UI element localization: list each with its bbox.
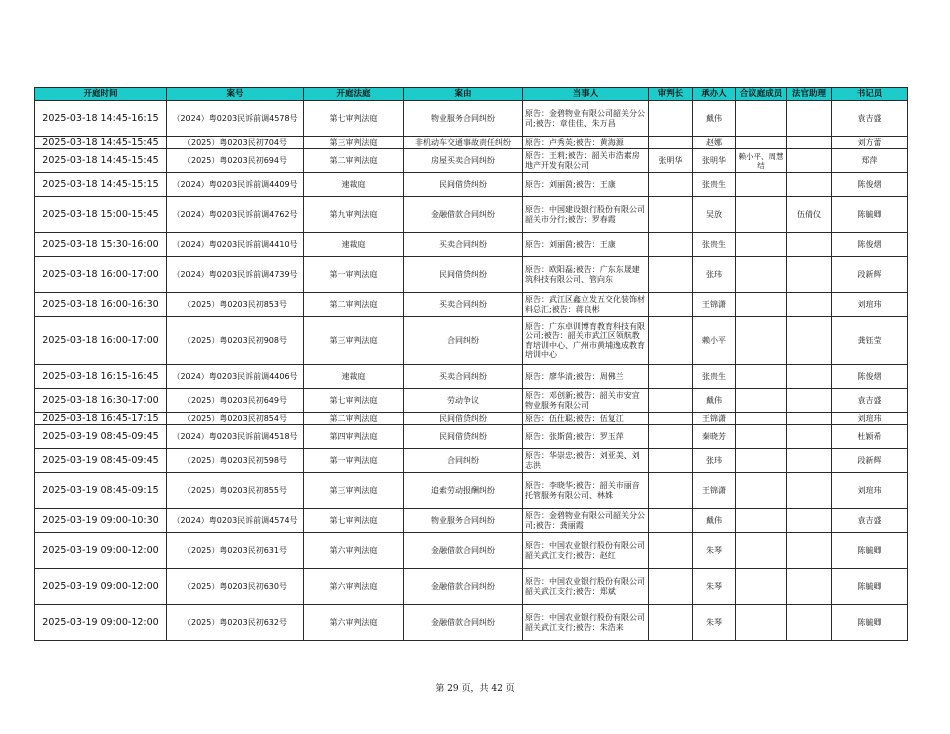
cell-clerk: 陈毓卿 — [832, 605, 908, 641]
cell-hearing-time: 2025-03-18 16:00-17:00 — [35, 257, 167, 293]
table-row — [35, 317, 908, 365]
cell-courtroom: 第三审判法庭 — [304, 317, 404, 365]
cell-cause: 金融借款合同纠纷 — [404, 605, 523, 641]
cell-parties: 原告：中国农业银行股份有限公司韶关武江支行;被告：赵红 — [523, 533, 649, 569]
page-number: 第 29 页，共 42 页 — [435, 684, 515, 694]
cell-case-number: （2024）粤0203民诉前调4410号 — [167, 233, 304, 257]
cell-parties: 原告：王莉;被告：韶关市浩素房地产开发有限公司 — [523, 149, 649, 173]
cell-hearing-time: 2025-03-18 16:15-16:45 — [35, 365, 167, 389]
cell-courtroom: 第七审判法庭 — [304, 509, 404, 533]
cell-hearing-time: 2025-03-18 14:45-15:45 — [35, 149, 167, 173]
cell-courtroom: 第一审判法庭 — [304, 449, 404, 473]
header-handler: 承办人 — [693, 88, 736, 101]
cell-judge-assistant — [787, 293, 832, 317]
cell-hearing-time: 2025-03-19 09:00-12:00 — [35, 533, 167, 569]
cell-clerk: 段新辉 — [832, 449, 908, 473]
cell-parties: 原告：华崇忠;被告：刘亚美、刘志洪 — [523, 449, 649, 473]
cell-presiding-judge: 张明华 — [649, 149, 693, 173]
cell-hearing-time: 2025-03-19 09:00-12:00 — [35, 569, 167, 605]
cell-cause: 民间借贷纠纷 — [404, 173, 523, 197]
cell-courtroom: 第七审判法庭 — [304, 101, 404, 137]
header-parties: 当事人 — [523, 88, 649, 101]
cell-hearing-time: 2025-03-18 14:45-15:15 — [35, 173, 167, 197]
cell-courtroom: 第二审判法庭 — [304, 293, 404, 317]
cell-hearing-time: 2025-03-19 08:45-09:45 — [35, 449, 167, 473]
cell-cause: 民间借贷纠纷 — [404, 257, 523, 293]
cell-hearing-time: 2025-03-18 14:45-15:45 — [35, 137, 167, 149]
cell-parties: 原告：中国农业银行股份有限公司韶关武江支行;被告：郑斌 — [523, 569, 649, 605]
cell-panel-members — [736, 365, 787, 389]
cell-cause: 合同纠纷 — [404, 317, 523, 365]
cell-panel-members — [736, 293, 787, 317]
cell-clerk: 袁吉盛 — [832, 509, 908, 533]
cell-cause: 民间借贷纠纷 — [404, 413, 523, 425]
cell-hearing-time: 2025-03-18 16:00-16:30 — [35, 293, 167, 317]
cell-clerk: 袁吉盛 — [832, 101, 908, 137]
cell-cause: 金融借款合同纠纷 — [404, 569, 523, 605]
cell-handler: 戴伟 — [693, 389, 736, 413]
cell-presiding-judge — [649, 173, 693, 197]
cell-judge-assistant: 伍倩仪 — [787, 197, 832, 233]
cell-case-number: （2025）粤0203民初630号 — [167, 569, 304, 605]
cell-clerk: 刘瑄玮 — [832, 293, 908, 317]
cell-hearing-time: 2025-03-18 15:30-16:00 — [35, 233, 167, 257]
cell-presiding-judge — [649, 365, 693, 389]
cell-presiding-judge — [649, 233, 693, 257]
cell-judge-assistant — [787, 425, 832, 449]
cell-hearing-time: 2025-03-18 16:00-17:00 — [35, 317, 167, 365]
table-row — [35, 149, 908, 173]
cell-handler: 张贵生 — [693, 365, 736, 389]
cell-presiding-judge — [649, 509, 693, 533]
cell-hearing-time: 2025-03-18 15:00-15:45 — [35, 197, 167, 233]
cell-parties: 原告：刘丽茵;被告：王康 — [523, 173, 649, 197]
cell-presiding-judge — [649, 425, 693, 449]
cell-cause: 买卖合同纠纷 — [404, 233, 523, 257]
cell-panel-members: 赖小平、周慧结 — [736, 149, 787, 173]
cell-case-number: （2025）粤0203民初632号 — [167, 605, 304, 641]
cell-case-number: （2024）粤0203民诉前调4762号 — [167, 197, 304, 233]
cell-clerk: 段新辉 — [832, 257, 908, 293]
cell-case-number: （2025）粤0203民初855号 — [167, 473, 304, 509]
cell-handler: 朱琴 — [693, 605, 736, 641]
cell-handler: 王锦潇 — [693, 473, 736, 509]
cell-clerk: 袁吉盛 — [832, 389, 908, 413]
cell-panel-members — [736, 257, 787, 293]
table-row — [35, 173, 908, 197]
cell-cause: 买卖合同纠纷 — [404, 293, 523, 317]
cell-case-number: （2025）粤0203民初854号 — [167, 413, 304, 425]
cell-parties: 原告：张斯茵;被告：罗玉萍 — [523, 425, 649, 449]
cell-parties: 原告：中国建设银行股份有限公司韶关市分行;被告：罗春霞 — [523, 197, 649, 233]
cell-cause: 民间借贷纠纷 — [404, 425, 523, 449]
table-row — [35, 425, 908, 449]
table-row — [35, 293, 908, 317]
table-row — [35, 365, 908, 389]
table-row — [35, 605, 908, 641]
cell-judge-assistant — [787, 533, 832, 569]
cell-handler: 张玮 — [693, 449, 736, 473]
cell-handler: 王锦潇 — [693, 413, 736, 425]
cell-cause: 非机动车交通事故责任纠纷 — [404, 137, 523, 149]
cell-handler: 张贵生 — [693, 233, 736, 257]
cell-cause: 买卖合同纠纷 — [404, 365, 523, 389]
cell-presiding-judge — [649, 137, 693, 149]
cell-parties: 原告：广东卓训博育教育科技有限公司;被告：韶关市武江区领航教育培训中心、广州市黄埔逸成教育培训中心 — [523, 317, 649, 365]
cell-panel-members — [736, 425, 787, 449]
cell-courtroom: 第三审判法庭 — [304, 137, 404, 149]
cell-courtroom: 第六审判法庭 — [304, 569, 404, 605]
cell-cause: 物业服务合同纠纷 — [404, 509, 523, 533]
cell-parties: 原告：武江区鑫立发五交化装饰材料总汇;被告：蒋良彬 — [523, 293, 649, 317]
cell-presiding-judge — [649, 317, 693, 365]
cell-cause: 物业服务合同纠纷 — [404, 101, 523, 137]
cell-parties: 原告：伍仕聪;被告：伍复江 — [523, 413, 649, 425]
cell-panel-members — [736, 233, 787, 257]
cell-panel-members — [736, 449, 787, 473]
cell-courtroom: 第七审判法庭 — [304, 389, 404, 413]
cell-handler: 张贵生 — [693, 173, 736, 197]
cell-presiding-judge — [649, 473, 693, 509]
header-judge-assistant: 法官助理 — [787, 88, 832, 101]
cell-case-number: （2024）粤0203民诉前调4409号 — [167, 173, 304, 197]
cell-panel-members — [736, 101, 787, 137]
cell-judge-assistant — [787, 605, 832, 641]
cell-hearing-time: 2025-03-19 09:00-12:00 — [35, 605, 167, 641]
cell-cause: 金融借款合同纠纷 — [404, 533, 523, 569]
cell-panel-members — [736, 413, 787, 425]
table-row — [35, 569, 908, 605]
header-row — [35, 88, 908, 101]
cell-clerk: 陈毓卿 — [832, 197, 908, 233]
table-row — [35, 233, 908, 257]
cell-courtroom: 第一审判法庭 — [304, 257, 404, 293]
cell-parties: 原告：廖华清;被告：周佛兰 — [523, 365, 649, 389]
cell-hearing-time: 2025-03-18 16:45-17:15 — [35, 413, 167, 425]
cell-judge-assistant — [787, 449, 832, 473]
cell-presiding-judge — [649, 449, 693, 473]
cell-presiding-judge — [649, 569, 693, 605]
cell-judge-assistant — [787, 173, 832, 197]
cell-judge-assistant — [787, 149, 832, 173]
table-row — [35, 197, 908, 233]
header-case-number: 案号 — [167, 88, 304, 101]
cell-judge-assistant — [787, 389, 832, 413]
cell-panel-members — [736, 605, 787, 641]
cell-panel-members — [736, 317, 787, 365]
cell-cause: 合同纠纷 — [404, 449, 523, 473]
cell-hearing-time: 2025-03-19 08:45-09:15 — [35, 473, 167, 509]
header-panel-members: 合议庭成员 — [736, 88, 787, 101]
cell-clerk: 郑萍 — [832, 149, 908, 173]
cell-panel-members — [736, 173, 787, 197]
cell-panel-members — [736, 389, 787, 413]
cell-parties: 原告：欧阳磊;被告：广东东晟建筑科技有限公司、管向东 — [523, 257, 649, 293]
cell-case-number: （2024）粤0203民诉前调4574号 — [167, 509, 304, 533]
cell-judge-assistant — [787, 257, 832, 293]
cell-judge-assistant — [787, 137, 832, 149]
cell-judge-assistant — [787, 569, 832, 605]
table-body — [35, 101, 908, 641]
cell-judge-assistant — [787, 413, 832, 425]
table-row — [35, 257, 908, 293]
cell-handler: 戴伟 — [693, 509, 736, 533]
cell-handler: 赵娜 — [693, 137, 736, 149]
cell-parties: 原告：邓创新;被告：韶关市安宜物业服务有限公司 — [523, 389, 649, 413]
cell-courtroom: 速裁庭 — [304, 173, 404, 197]
table-row — [35, 389, 908, 413]
cell-presiding-judge — [649, 605, 693, 641]
cell-clerk: 杜颖希 — [832, 425, 908, 449]
cell-case-number: （2025）粤0203民初694号 — [167, 149, 304, 173]
table-row — [35, 509, 908, 533]
cell-presiding-judge — [649, 413, 693, 425]
cell-courtroom: 第六审判法庭 — [304, 533, 404, 569]
header-presiding-judge: 审判长 — [649, 88, 693, 101]
cell-case-number: （2024）粤0203民诉前调4406号 — [167, 365, 304, 389]
cell-handler: 朱琴 — [693, 569, 736, 605]
table-row — [35, 137, 908, 149]
cell-clerk: 刘瑄玮 — [832, 413, 908, 425]
table-row — [35, 449, 908, 473]
cell-clerk: 陈毓卿 — [832, 533, 908, 569]
cell-case-number: （2024）粤0203民诉前调4518号 — [167, 425, 304, 449]
cell-courtroom: 第二审判法庭 — [304, 413, 404, 425]
cell-courtroom: 第九审判法庭 — [304, 197, 404, 233]
cell-cause: 房屋买卖合同纠纷 — [404, 149, 523, 173]
cell-handler: 戴伟 — [693, 101, 736, 137]
cell-case-number: （2024）粤0203民诉前调4578号 — [167, 101, 304, 137]
cell-handler: 张玮 — [693, 257, 736, 293]
cell-courtroom: 速裁庭 — [304, 365, 404, 389]
cell-hearing-time: 2025-03-18 16:30-17:00 — [35, 389, 167, 413]
cell-clerk: 陈俊熠 — [832, 173, 908, 197]
cell-panel-members — [736, 533, 787, 569]
cell-case-number: （2025）粤0203民初908号 — [167, 317, 304, 365]
cell-hearing-time: 2025-03-19 08:45-09:45 — [35, 425, 167, 449]
cell-clerk: 刘方蕾 — [832, 137, 908, 149]
cell-parties: 原告：李晓华;被告：韶关市丽音托管服务有限公司、林姝 — [523, 473, 649, 509]
cell-judge-assistant — [787, 509, 832, 533]
cell-judge-assistant — [787, 317, 832, 365]
cell-case-number: （2025）粤0203民初598号 — [167, 449, 304, 473]
header-clerk: 书记员 — [832, 88, 908, 101]
cell-handler: 朱琴 — [693, 533, 736, 569]
cell-clerk: 陈俊熠 — [832, 233, 908, 257]
header-cause: 案由 — [404, 88, 523, 101]
hearing-schedule-table — [34, 87, 908, 641]
cell-parties: 原告：金碧物业有限公司韶关分公司;被告：章佳佳、朱万昌 — [523, 101, 649, 137]
cell-parties: 原告：刘丽茵;被告：王康 — [523, 233, 649, 257]
cell-case-number: （2025）粤0203民初853号 — [167, 293, 304, 317]
cell-presiding-judge — [649, 197, 693, 233]
cell-clerk: 龚钰莹 — [832, 317, 908, 365]
cell-cause: 金融借款合同纠纷 — [404, 197, 523, 233]
cell-judge-assistant — [787, 365, 832, 389]
table-row — [35, 533, 908, 569]
cell-handler: 赖小平 — [693, 317, 736, 365]
cell-judge-assistant — [787, 101, 832, 137]
cell-parties: 原告：卢秀英;被告：黄海源 — [523, 137, 649, 149]
table-row — [35, 413, 908, 425]
cell-clerk: 陈毓卿 — [832, 569, 908, 605]
cell-case-number: （2025）粤0203民初631号 — [167, 533, 304, 569]
cell-handler: 王锦潇 — [693, 293, 736, 317]
header-courtroom: 开庭法庭 — [304, 88, 404, 101]
cell-hearing-time: 2025-03-19 09:00-10:30 — [35, 509, 167, 533]
cell-judge-assistant — [787, 233, 832, 257]
cell-cause: 劳动争议 — [404, 389, 523, 413]
cell-presiding-judge — [649, 257, 693, 293]
cell-handler: 张明华 — [693, 149, 736, 173]
header-hearing-time: 开庭时间 — [35, 88, 167, 101]
cell-courtroom: 第二审判法庭 — [304, 149, 404, 173]
cell-panel-members — [736, 509, 787, 533]
cell-judge-assistant — [787, 473, 832, 509]
table-row — [35, 473, 908, 509]
cell-courtroom: 速裁庭 — [304, 233, 404, 257]
cell-panel-members — [736, 569, 787, 605]
cell-case-number: （2024）粤0203民诉前调4739号 — [167, 257, 304, 293]
cell-handler: 秦晓芳 — [693, 425, 736, 449]
cell-courtroom: 第四审判法庭 — [304, 425, 404, 449]
cell-clerk: 陈俊熠 — [832, 365, 908, 389]
cell-panel-members — [736, 137, 787, 149]
cell-case-number: （2025）粤0203民初649号 — [167, 389, 304, 413]
table-header — [35, 88, 908, 101]
cell-hearing-time: 2025-03-18 14:45-16:15 — [35, 101, 167, 137]
cell-cause: 追索劳动报酬纠纷 — [404, 473, 523, 509]
cell-courtroom: 第三审判法庭 — [304, 473, 404, 509]
cell-case-number: （2025）粤0203民初704号 — [167, 137, 304, 149]
cell-presiding-judge — [649, 533, 693, 569]
cell-panel-members — [736, 473, 787, 509]
cell-parties: 原告：中国农业银行股份有限公司韶关武江支行;被告：朱浩来 — [523, 605, 649, 641]
cell-handler: 吴放 — [693, 197, 736, 233]
table-row — [35, 101, 908, 137]
cell-presiding-judge — [649, 389, 693, 413]
cell-parties: 原告：金碧物业有限公司韶关分公司;被告：龚丽霞 — [523, 509, 649, 533]
cell-courtroom: 第六审判法庭 — [304, 605, 404, 641]
cell-presiding-judge — [649, 293, 693, 317]
cell-presiding-judge — [649, 101, 693, 137]
cell-panel-members — [736, 197, 787, 233]
cell-clerk: 刘瑄玮 — [832, 473, 908, 509]
